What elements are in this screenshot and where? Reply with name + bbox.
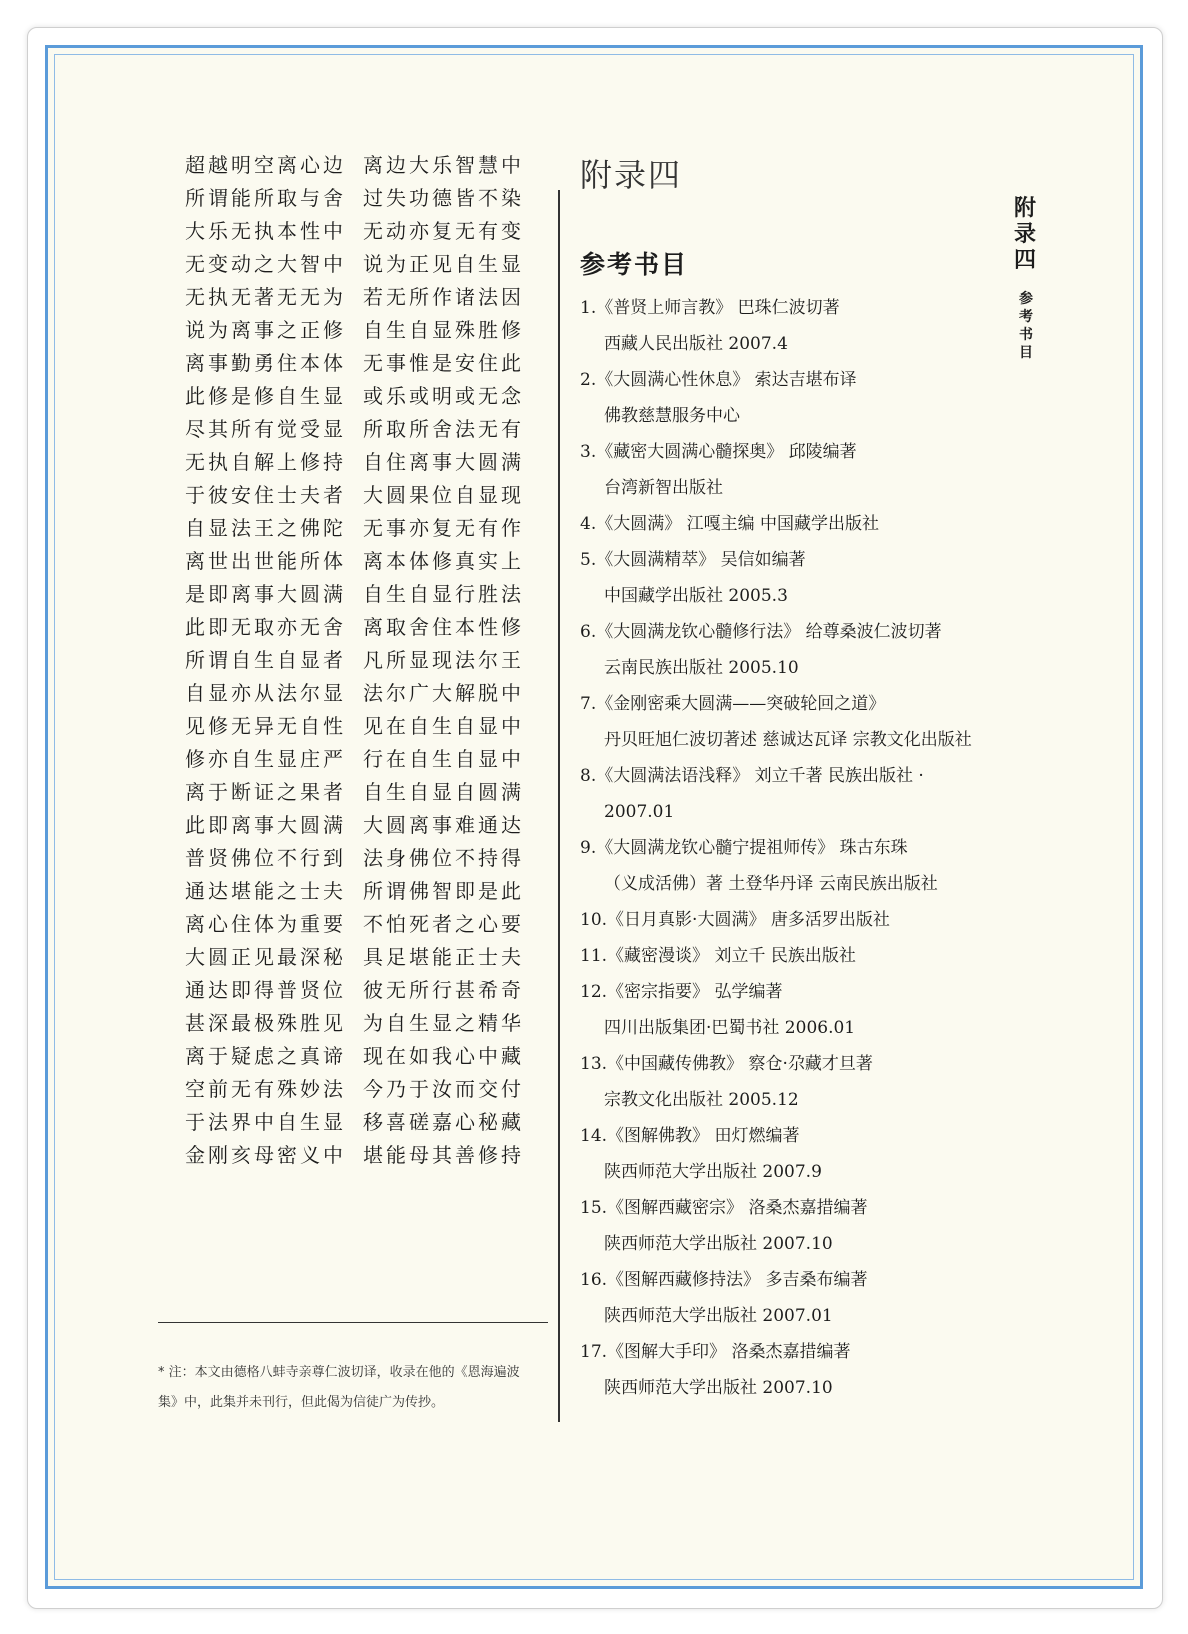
poem-verse-right: 自生自显殊胜修 xyxy=(363,318,524,342)
poem-line xyxy=(185,576,541,609)
poem-verse-left: 此即离事大圆满 xyxy=(185,813,346,837)
poem-verse-right: 见在自生自显中 xyxy=(363,714,524,738)
reference-title: 13.《中国藏传佛教》 察仓·尕藏才旦著 xyxy=(580,1054,873,1074)
reference-title: 14.《图解佛教》 田灯燃编著 xyxy=(580,1126,800,1146)
reference-publisher: 佛教慈慧服务中心 xyxy=(604,406,740,426)
poem-verse-right: 自生自显行胜法 xyxy=(363,582,524,606)
poem-line xyxy=(185,642,541,675)
poem-verse-right: 法身佛位不持得 xyxy=(363,846,524,870)
poem-verse-left: 通达堪能之士夫 xyxy=(185,879,346,903)
poem-verse-right: 离边大乐智慧中 xyxy=(363,153,524,177)
poem-line xyxy=(185,147,541,180)
poem-verse-right: 为自生显之精华 xyxy=(363,1011,524,1035)
poem-verse-left: 见修无异无自性 xyxy=(185,714,346,738)
poem-verse-right: 大圆离事难通达 xyxy=(363,813,524,837)
poem-verse-right: 今乃于汝而交付 xyxy=(363,1077,524,1101)
poem-line xyxy=(185,279,541,312)
poem-verse-left: 此修是修自生显 xyxy=(185,384,346,408)
poem-verse-right: 或乐或明或无念 xyxy=(363,384,524,408)
poem-verse-left: 此即无取亦无舍 xyxy=(185,615,346,639)
poem-line xyxy=(185,906,541,939)
poem-verse-right: 过失功德皆不染 xyxy=(363,186,524,210)
poem-verse-left: 离世出世能所体 xyxy=(185,549,346,573)
poem-verse-right: 凡所显现法尔王 xyxy=(363,648,524,672)
poem-line xyxy=(185,807,541,840)
footnote-line: * 注：本文由德格八蚌寺亲尊仁波切译，收录在他的《恩海遍波 xyxy=(158,1365,520,1380)
poem-line xyxy=(185,939,541,972)
poem-line xyxy=(185,1071,541,1104)
poem-line xyxy=(185,213,541,246)
poem-verse-left: 超越明空离心边 xyxy=(185,153,346,177)
reference-item xyxy=(580,686,1000,758)
poem-line xyxy=(185,444,541,477)
poem-line xyxy=(185,675,541,708)
poem-line xyxy=(185,609,541,642)
poem-verse-left: 尽其所有觉受显 xyxy=(185,417,346,441)
poem-verse-right: 大圆果位自显现 xyxy=(363,483,524,507)
reference-title: 12.《密宗指要》 弘学编著 xyxy=(580,982,783,1002)
running-header-char: 四 xyxy=(1013,248,1036,273)
poem-line xyxy=(185,840,541,873)
poem-verse-left: 通达即得普贤位 xyxy=(185,978,346,1002)
poem-line xyxy=(185,774,541,807)
reference-item xyxy=(580,434,1000,506)
column-divider xyxy=(558,190,560,1422)
poem-line xyxy=(185,180,541,213)
reference-item xyxy=(580,506,1000,542)
reference-publisher: 陕西师范大学出版社 2007.10 xyxy=(604,1234,833,1254)
poem-verse-right: 不怕死者之心要 xyxy=(363,912,524,936)
poem-verse-left: 无变动之大智中 xyxy=(185,252,346,276)
running-header-subtitle xyxy=(1018,290,1034,362)
poem-verse-right: 离本体修真实上 xyxy=(363,549,524,573)
running-header-char: 考 xyxy=(1019,309,1033,325)
poem-verse-left: 自显亦从法尔显 xyxy=(185,681,346,705)
reference-item xyxy=(580,974,1000,1046)
poem-line xyxy=(185,972,541,1005)
reference-title: 3.《藏密大圆满心髓探奥》 邱陵编著 xyxy=(580,442,857,462)
poem-line xyxy=(185,378,541,411)
reference-publisher: 台湾新智出版社 xyxy=(604,478,723,498)
poem-verse-right: 若无所作诸法因 xyxy=(363,285,524,309)
poem-line xyxy=(185,477,541,510)
poem-line xyxy=(185,708,541,741)
poem-verse-right: 堪能母其善修持 xyxy=(363,1143,524,1167)
reference-publisher: 陕西师范大学出版社 2007.01 xyxy=(604,1306,833,1326)
reference-title: 2.《大圆满心性休息》 索达吉堪布译 xyxy=(580,370,857,390)
reference-publisher: 云南民族出版社 2005.10 xyxy=(604,658,799,678)
poem-verse-right: 所取所舍法无有 xyxy=(363,417,524,441)
running-header-char: 参 xyxy=(1019,291,1033,307)
poem-verse-left: 甚深最极殊胜见 xyxy=(185,1011,346,1035)
reference-item xyxy=(580,902,1000,938)
poem-verse-left: 自显法王之佛陀 xyxy=(185,516,346,540)
poem-verse-left: 大乐无执本性中 xyxy=(185,219,346,243)
reference-item xyxy=(580,614,1000,686)
reference-item xyxy=(580,542,1000,614)
poem-line xyxy=(185,246,541,279)
running-header-char: 书 xyxy=(1019,327,1033,343)
poem-verse-left: 普贤佛位不行到 xyxy=(185,846,346,870)
poem-verse-left: 无执无著无无为 xyxy=(185,285,346,309)
reference-title: 7.《金刚密乘大圆满——突破轮回之道》 xyxy=(580,694,886,714)
running-header-char: 目 xyxy=(1019,345,1033,361)
poem-verse-left: 金刚亥母密义中 xyxy=(185,1143,346,1167)
poem-line xyxy=(185,741,541,774)
reference-title: 11.《藏密漫谈》 刘立千 民族出版社 xyxy=(580,946,856,966)
reference-item xyxy=(580,290,1000,362)
reference-item xyxy=(580,362,1000,434)
poem-verse-right: 无动亦复无有变 xyxy=(363,219,524,243)
poem-verse-right: 离取舍住本性修 xyxy=(363,615,524,639)
reference-title: 4.《大圆满》 江嘎主编 中国藏学出版社 xyxy=(580,514,880,534)
reference-title: 17.《图解大手印》 洛桑杰嘉措编著 xyxy=(580,1342,851,1362)
reference-item xyxy=(580,1334,1000,1406)
reference-title: 6.《大圆满龙钦心髓修行法》 给尊桑波仁波切著 xyxy=(580,622,942,642)
poem-verse-left: 修亦自生显庄严 xyxy=(185,747,346,771)
reference-title: 5.《大圆满精萃》 吴信如编著 xyxy=(580,550,806,570)
reference-publisher: 2007.01 xyxy=(604,802,675,822)
poem-verse-left: 空前无有殊妙法 xyxy=(185,1077,346,1101)
reference-publisher: 陕西师范大学出版社 2007.10 xyxy=(604,1378,833,1398)
poem-verse-right: 行在自生自显中 xyxy=(363,747,524,771)
reference-item xyxy=(580,938,1000,974)
reference-item xyxy=(580,830,1000,902)
poem-line xyxy=(185,345,541,378)
poem-line xyxy=(185,1005,541,1038)
reference-title: 9.《大圆满龙钦心髓宁提祖师传》 珠古东珠 xyxy=(580,838,908,858)
reference-publisher: 宗教文化出版社 2005.12 xyxy=(604,1090,799,1110)
poem-verse-right: 自生自显自圆满 xyxy=(363,780,524,804)
footnote xyxy=(158,1358,558,1418)
reference-title: 10.《日月真影·大圆满》 唐多活罗出版社 xyxy=(580,910,890,930)
poem-line xyxy=(185,312,541,345)
poem-verse-right: 具足堪能正士夫 xyxy=(363,945,524,969)
footnote-divider xyxy=(158,1322,548,1323)
reference-publisher: 丹贝旺旭仁波切著述 慈诚达瓦译 宗教文化出版社 xyxy=(604,730,972,750)
poem-verse-right: 自住离事大圆满 xyxy=(363,450,524,474)
reference-publisher: 中国藏学出版社 2005.3 xyxy=(604,586,788,606)
reference-publisher: 西藏人民出版社 2007.4 xyxy=(604,334,788,354)
poem-verse-right: 无事亦复无有作 xyxy=(363,516,524,540)
poem-line xyxy=(185,411,541,444)
poem-verse-left: 说为离事之正修 xyxy=(185,318,346,342)
poem-verse-right: 所谓佛智即是此 xyxy=(363,879,524,903)
reference-title: 16.《图解西藏修持法》 多吉桑布编著 xyxy=(580,1270,868,1290)
poem-verse-left: 离于疑虑之真谛 xyxy=(185,1044,346,1068)
reference-title: 8.《大圆满法语浅释》 刘立千著 民族出版社 · xyxy=(580,766,924,786)
poem-line xyxy=(185,543,541,576)
reference-title: 1.《普贤上师言教》 巴珠仁波切著 xyxy=(580,298,840,318)
poem-verse-right: 彼无所行甚希奇 xyxy=(363,978,524,1002)
reference-item xyxy=(580,1262,1000,1334)
reference-title: 15.《图解西藏密宗》 洛桑杰嘉措编著 xyxy=(580,1198,868,1218)
reference-publisher: （义成活佛）著 土登华丹译 云南民族出版社 xyxy=(604,874,938,894)
poem-line xyxy=(185,1137,541,1170)
reference-publisher: 陕西师范大学出版社 2007.9 xyxy=(604,1162,822,1182)
poem-verse-left: 所谓自生自显者 xyxy=(185,648,346,672)
footnote-line: 集》中，此集并未刊行，但此偈为信徒广为传抄。 xyxy=(158,1395,445,1410)
running-header-char: 附 xyxy=(1013,196,1036,221)
running-header-char: 录 xyxy=(1013,222,1036,247)
reference-item xyxy=(580,1190,1000,1262)
poem-line xyxy=(185,1038,541,1071)
poem-verse-left: 离心住体为重要 xyxy=(185,912,346,936)
poem-verse-left: 离于断证之果者 xyxy=(185,780,346,804)
reference-item xyxy=(580,758,1000,830)
poem-verse-left: 所谓能所取与舍 xyxy=(185,186,346,210)
poem-line xyxy=(185,873,541,906)
poem-verse-right: 法尔广大解脱中 xyxy=(363,681,524,705)
poem-verse-right: 移喜磋嘉心秘藏 xyxy=(363,1110,524,1134)
poem-line xyxy=(185,1104,541,1137)
reference-item xyxy=(580,1118,1000,1190)
poem-verse-left: 大圆正见最深秘 xyxy=(185,945,346,969)
poem xyxy=(185,147,541,1170)
reference-item xyxy=(580,1046,1000,1118)
appendix-title: 附录四 xyxy=(580,156,683,194)
running-header-title xyxy=(1013,196,1037,274)
poem-line xyxy=(185,510,541,543)
poem-verse-left: 离事勤勇住本体 xyxy=(185,351,346,375)
poem-verse-left: 无执自解上修持 xyxy=(185,450,346,474)
poem-verse-right: 现在如我心中藏 xyxy=(363,1044,524,1068)
poem-verse-left: 于彼安住士夫者 xyxy=(185,483,346,507)
reference-list xyxy=(580,290,1000,1406)
poem-verse-left: 于法界中自生显 xyxy=(185,1110,346,1134)
poem-verse-right: 说为正见自生显 xyxy=(363,252,524,276)
reference-publisher: 四川出版集团·巴蜀书社 2006.01 xyxy=(604,1018,856,1038)
poem-verse-right: 无事惟是安住此 xyxy=(363,351,524,375)
poem-verse-left: 是即离事大圆满 xyxy=(185,582,346,606)
section-title: 参考书目 xyxy=(580,250,689,279)
